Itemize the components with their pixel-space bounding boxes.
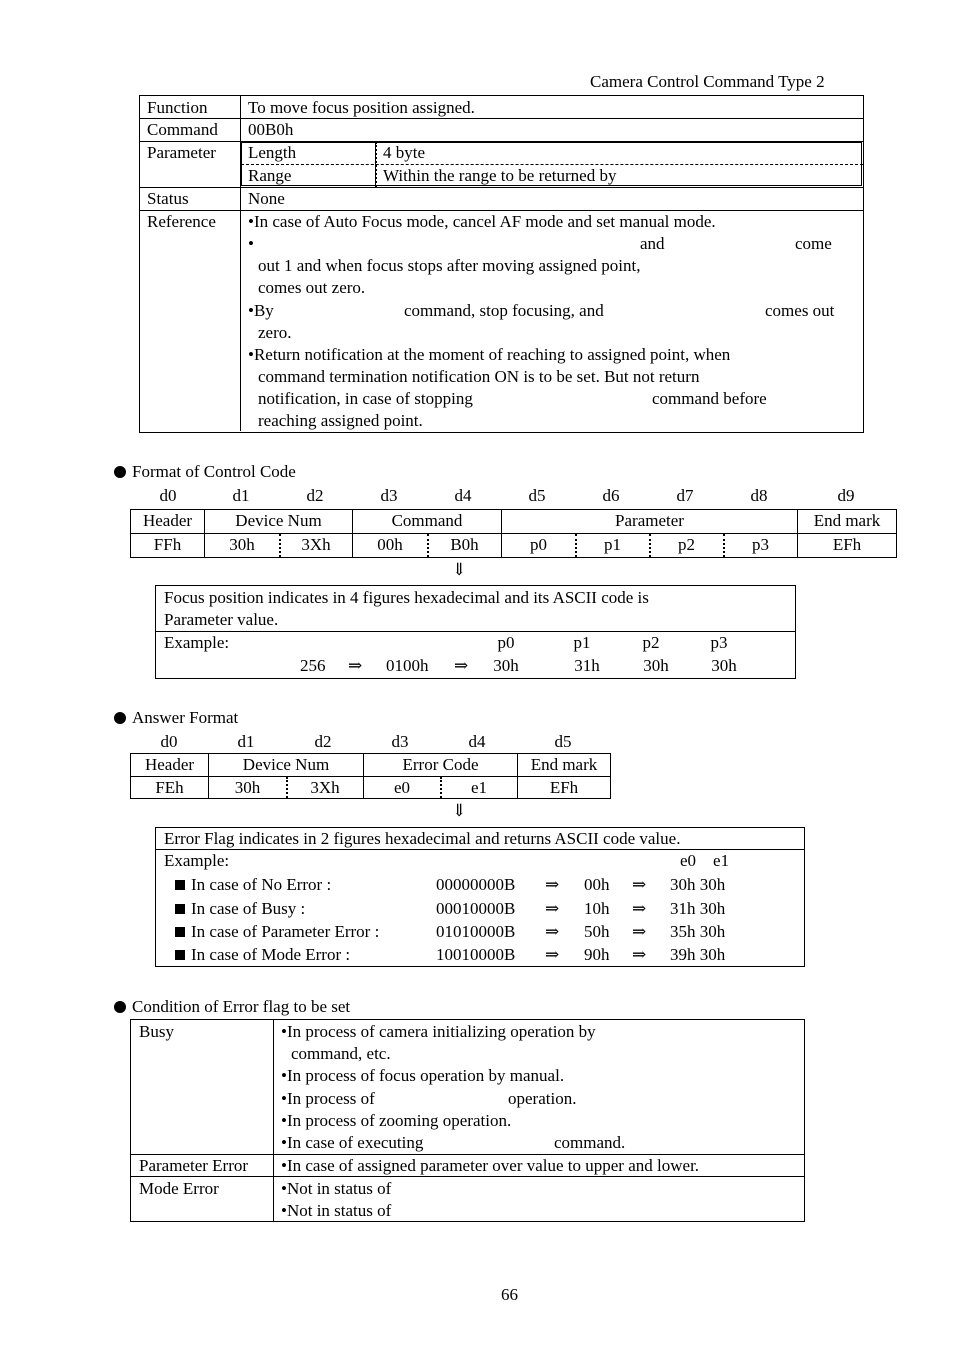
bullet-icon [114, 1001, 126, 1013]
reference-label: Reference [147, 212, 216, 231]
down-arrow-icon: ⇓ [452, 560, 467, 579]
note-line: Parameter value. [164, 610, 279, 629]
example-label: Example: [164, 851, 230, 870]
example-val: 30h [493, 656, 519, 675]
reference-line: command termination notification ON is to be set. But not return [258, 367, 700, 386]
value-cell: 30h [234, 778, 261, 797]
error-row: In case of Parameter Error : [175, 922, 379, 942]
reference-line: • [248, 234, 254, 253]
right-arrow-icon: ⇒ [545, 899, 560, 918]
page-number: 66 [501, 1285, 518, 1304]
square-bullet-icon [175, 927, 185, 937]
range-value: Within the range to be returned by [383, 166, 617, 185]
busy-line: operation. [508, 1089, 577, 1108]
busy-label: Busy [139, 1022, 174, 1041]
error-ascii: 31h 30h [670, 899, 726, 918]
value-cell: p3 [752, 535, 769, 554]
column-label: d1 [237, 732, 255, 751]
error-hex: 50h [584, 922, 610, 941]
example-val: 30h [643, 656, 669, 675]
param-error-text: •In case of assigned parameter over value to upper and lower. [281, 1156, 700, 1175]
conditions-table [130, 1019, 805, 1222]
error-binary: 00010000B [436, 899, 516, 918]
column-label: d7 [676, 486, 694, 505]
answer-heading: Answer Format [114, 708, 238, 728]
error-row: In case of Busy : [175, 899, 305, 919]
busy-line: •In process of focus operation by manual. [281, 1066, 565, 1085]
example-hex: 0100h [386, 656, 429, 675]
reference-line: •Return notification at the moment of reaching to assigned point, when [248, 345, 731, 364]
bullet-icon [114, 466, 126, 478]
example-cols: e0 e1 [680, 851, 730, 870]
value-cell: p0 [530, 535, 547, 554]
mode-error-label: Mode Error [139, 1179, 219, 1198]
busy-line: command, etc. [291, 1044, 391, 1063]
error-ascii: 39h 30h [670, 945, 726, 964]
value-cell: p2 [678, 535, 695, 554]
busy-line: •In process of camera initializing operation by [281, 1022, 596, 1041]
param-error-label: Parameter Error [139, 1156, 249, 1175]
function-value: To move focus position assigned. [248, 98, 475, 117]
column-label: d2 [306, 486, 324, 505]
down-arrow-icon: ⇓ [452, 801, 467, 820]
column-label: d6 [602, 486, 620, 505]
group-end: End mark [530, 755, 598, 774]
column-label: d5 [554, 732, 572, 751]
bullet-icon [114, 712, 126, 724]
status-value: None [248, 189, 285, 208]
right-arrow-icon: ⇒ [348, 656, 363, 675]
right-arrow-icon: ⇒ [545, 875, 560, 894]
length-value: 4 byte [383, 143, 426, 162]
error-hex: 90h [584, 945, 610, 964]
right-arrow-icon: ⇒ [632, 875, 647, 894]
answer-table [130, 753, 611, 799]
column-label: d3 [391, 732, 409, 751]
square-bullet-icon [175, 950, 185, 960]
value-cell: FEh [155, 778, 184, 797]
column-label: d2 [314, 732, 332, 751]
right-arrow-icon: ⇒ [545, 945, 560, 964]
right-arrow-icon: ⇒ [632, 899, 647, 918]
busy-line: command. [554, 1133, 626, 1152]
command-label: Command [147, 120, 218, 139]
group-error: Error Code [402, 755, 479, 774]
control-code-heading: Format of Control Code [114, 462, 296, 482]
mode-error-line: •Not in status of [281, 1179, 392, 1198]
control-code-table [130, 509, 897, 558]
conditions-heading: Condition of Error flag to be set [114, 997, 350, 1017]
control-code-note [155, 585, 796, 679]
reference-line: command, stop focusing, and [404, 301, 604, 320]
page-header: Camera Control Command Type 2 [590, 72, 825, 91]
right-arrow-icon: ⇒ [632, 945, 647, 964]
example-val: 31h [574, 656, 600, 675]
note-line: Focus position indicates in 4 figures hexadecimal and its ASCII code is [164, 588, 649, 607]
reference-line: •By [248, 301, 274, 320]
error-row: In case of No Error : [175, 875, 331, 895]
error-binary: 01010000B [436, 922, 516, 941]
column-label: d8 [750, 486, 768, 505]
note-line: Error Flag indicates in 2 figures hexadecimal and returns ASCII code value. [164, 829, 681, 848]
square-bullet-icon [175, 904, 185, 914]
example-decimal: 256 [300, 656, 326, 675]
column-label: d9 [837, 486, 855, 505]
group-parameter: Parameter [615, 511, 684, 530]
busy-line: •In process of zooming operation. [281, 1111, 512, 1130]
value-cell: B0h [450, 535, 479, 554]
column-label: d4 [454, 486, 472, 505]
busy-line: •In process of [281, 1089, 375, 1108]
busy-line: •In case of executing [281, 1133, 424, 1152]
column-label: d4 [468, 732, 486, 751]
right-arrow-icon: ⇒ [632, 922, 647, 941]
error-binary: 10010000B [436, 945, 516, 964]
reference-line: and [640, 234, 665, 253]
reference-line: command before [652, 389, 767, 408]
parameter-label: Parameter [147, 143, 216, 162]
answer-note [155, 827, 805, 967]
value-cell: 3Xh [310, 778, 340, 797]
square-bullet-icon [175, 880, 185, 890]
value-cell: 30h [229, 535, 255, 554]
example-col: p3 [710, 633, 728, 652]
error-binary: 00000000B [436, 875, 516, 894]
mode-error-line: •Not in status of [281, 1201, 392, 1220]
right-arrow-icon: ⇒ [454, 656, 469, 675]
length-label: Length [248, 143, 297, 162]
error-ascii: 30h 30h [670, 875, 726, 894]
column-label: d0 [159, 486, 177, 505]
value-cell: 00h [377, 535, 403, 554]
column-label: d0 [160, 732, 178, 751]
example-label: Example: [164, 633, 230, 652]
group-header: Header [144, 755, 195, 774]
command-value: 00B0h [248, 120, 294, 139]
group-device: Device Num [242, 755, 330, 774]
group-command: Command [391, 511, 463, 530]
reference-line: zero. [258, 323, 292, 342]
function-label: Function [147, 98, 208, 117]
value-cell: EFh [549, 778, 579, 797]
column-label: d3 [380, 486, 398, 505]
reference-line: out 1 and when focus stops after moving assigned point, [258, 256, 641, 275]
range-label: Range [248, 166, 292, 185]
group-device: Device Num [235, 511, 322, 530]
reference-line: reaching assigned point. [258, 411, 423, 430]
error-ascii: 35h 30h [670, 922, 726, 941]
status-label: Status [147, 189, 189, 208]
group-header: Header [142, 511, 193, 530]
example-col: p1 [573, 633, 591, 652]
error-hex: 10h [584, 899, 610, 918]
reference-line: comes out zero. [258, 278, 366, 297]
error-hex: 00h [584, 875, 610, 894]
value-cell: p1 [604, 535, 621, 554]
reference-line: •In case of Auto Focus mode, cancel AF mode and set manual mode. [248, 212, 716, 231]
column-label: d5 [528, 486, 546, 505]
error-row: In case of Mode Error : [175, 945, 350, 965]
reference-line: come [795, 234, 832, 253]
value-cell: EFh [832, 535, 862, 554]
example-val: 30h [711, 656, 737, 675]
spec-table [139, 95, 864, 433]
value-cell: 3Xh [301, 535, 331, 554]
column-label: d1 [232, 486, 250, 505]
example-col: p2 [642, 633, 660, 652]
example-col: p0 [497, 633, 515, 652]
reference-line: notification, in case of stopping [258, 389, 473, 408]
value-cell: FFh [153, 535, 182, 554]
group-end: End mark [813, 511, 881, 530]
reference-line: comes out [765, 301, 835, 320]
value-cell: e1 [470, 778, 488, 797]
right-arrow-icon: ⇒ [545, 922, 560, 941]
value-cell: e0 [393, 778, 411, 797]
